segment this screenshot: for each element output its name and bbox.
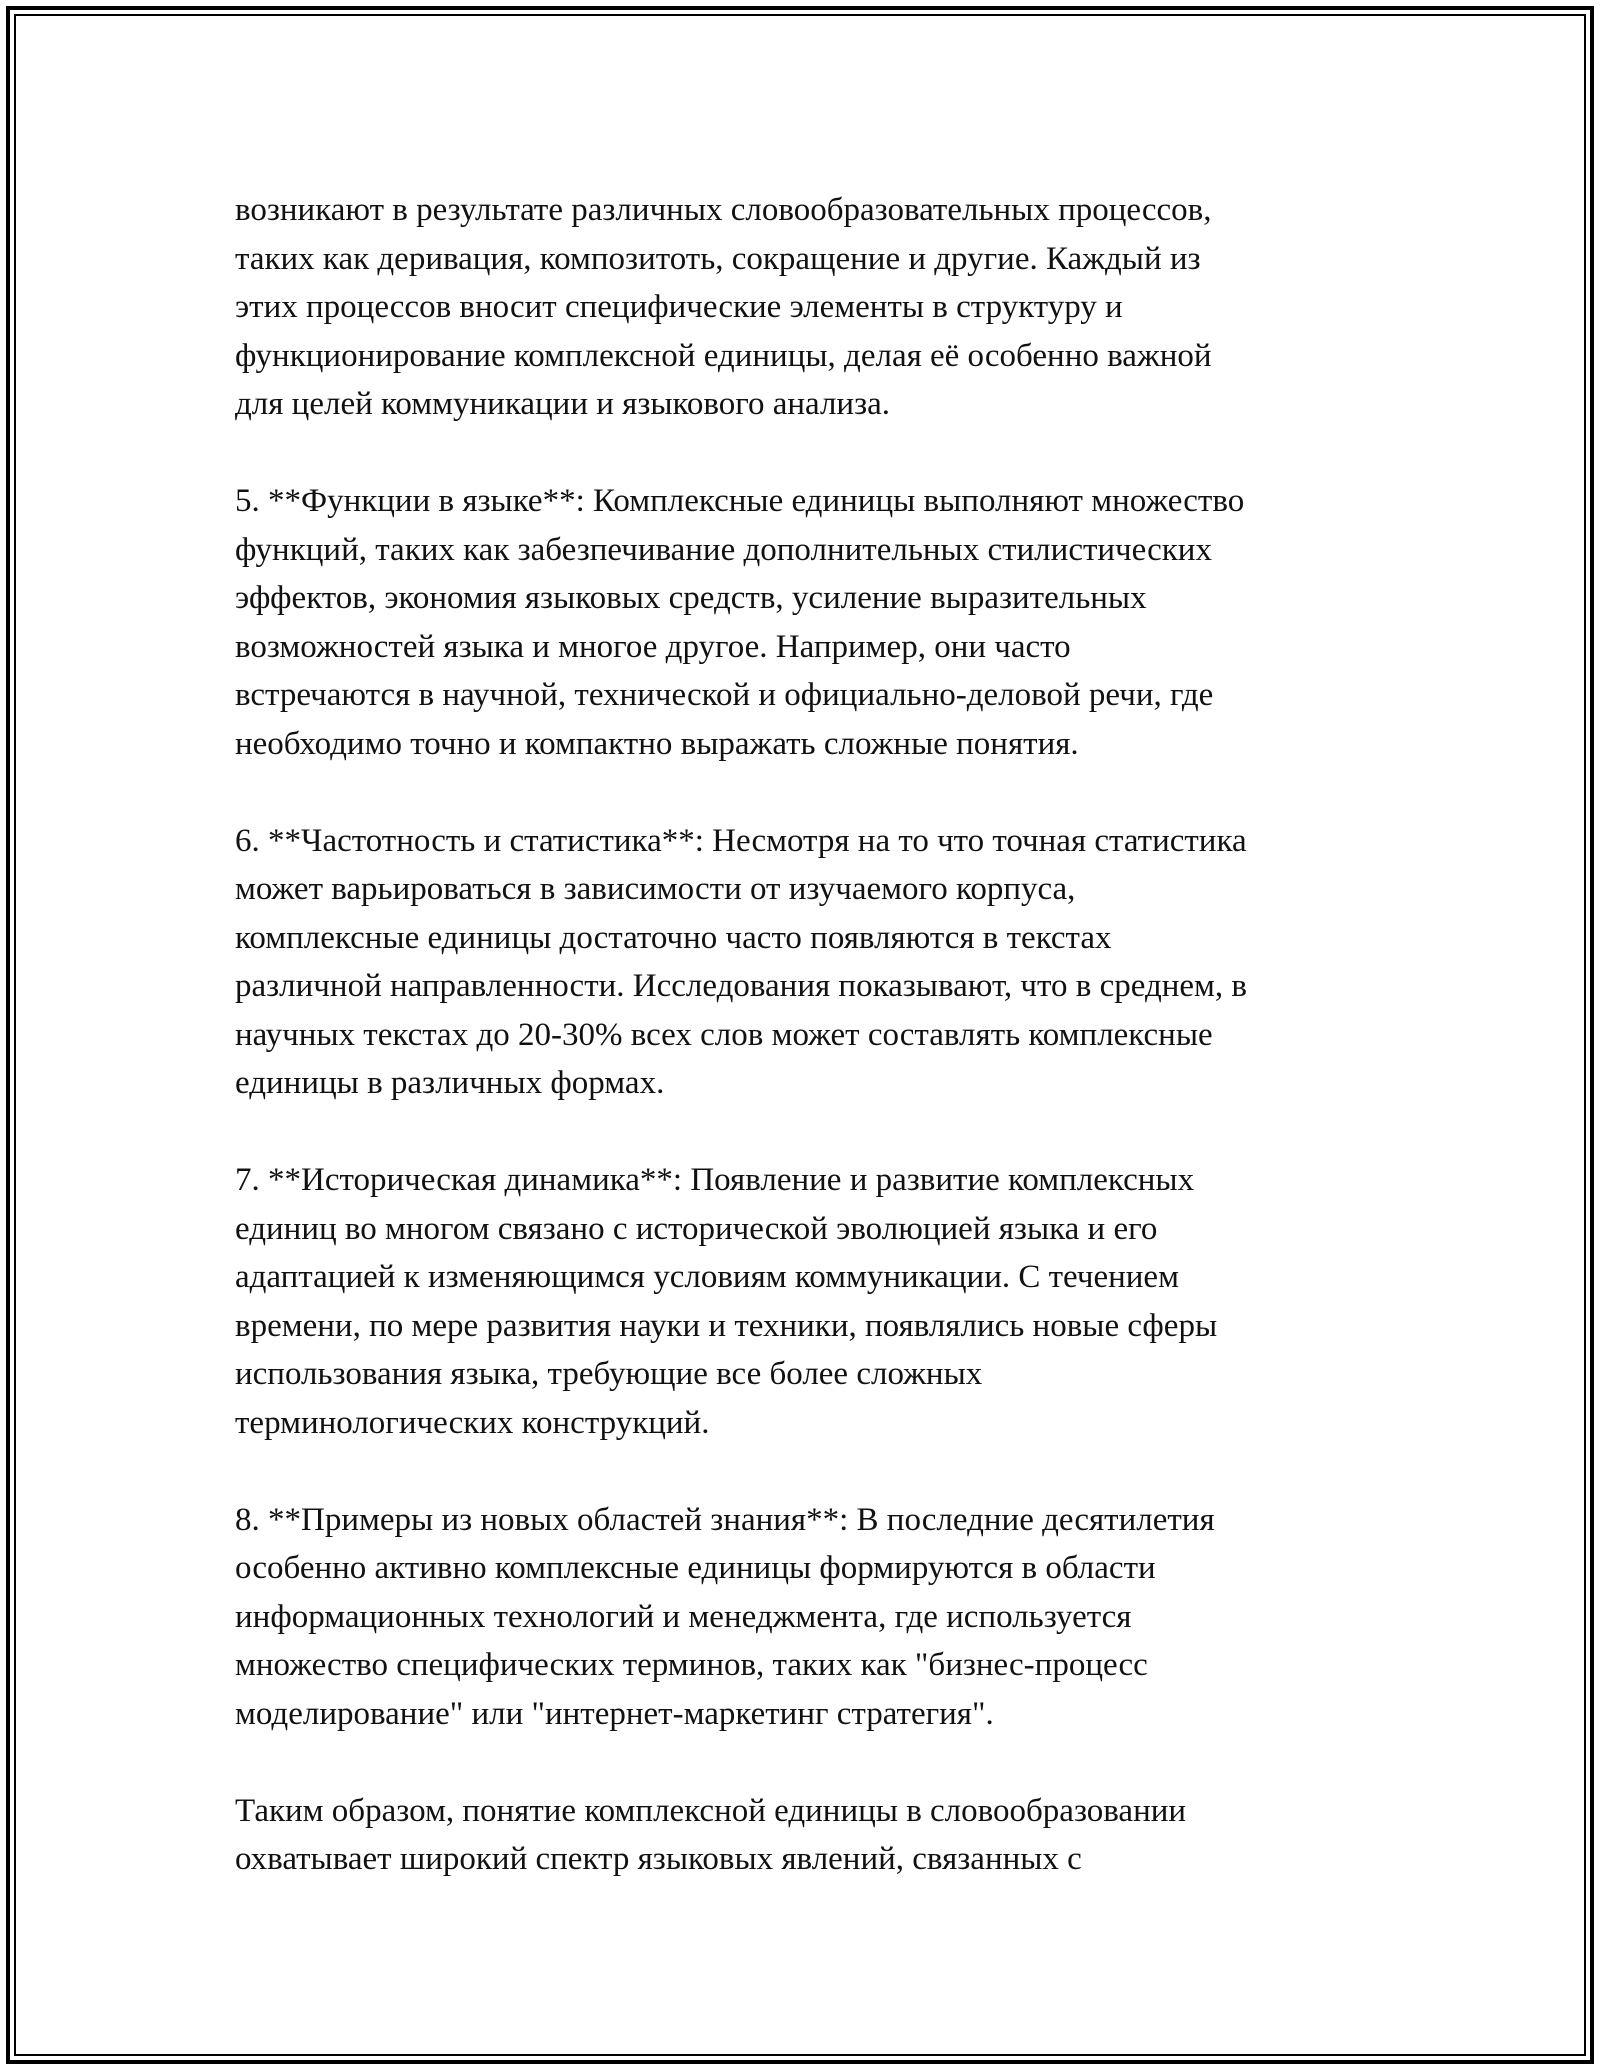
text-line: терминологических конструкций.: [235, 1404, 710, 1441]
text-line: может варьироваться в зависимости от изучаемого корпуса,: [235, 871, 1076, 907]
text-line: адаптацией к изменяющимся условиям коммуникации. С течением: [235, 1259, 1179, 1295]
paragraph-conclusion: [235, 1787, 1395, 1884]
document-body: [235, 186, 1395, 1932]
text-line: информационных технологий и менеджмента, где используется: [235, 1598, 1132, 1635]
text-line: таких как деривация, композитоть, сокращение и другие. Каждый из: [235, 240, 1201, 277]
text-line: множество специфических терминов, таких как "бизнес-процесс: [235, 1647, 1148, 1683]
text-line: различной направленности. Исследования показывают, что в среднем, в: [235, 968, 1248, 1004]
text-line: эффектов, экономия языковых средств, усиление выразительных: [235, 580, 1147, 616]
paragraph-item-6: [235, 817, 1395, 1108]
paragraph-item-7: [235, 1156, 1395, 1447]
text-line: функций, таких как забезпечивание дополнительных стилистических: [235, 531, 1212, 568]
text-line: для целей коммуникации и языкового анализа.: [235, 386, 891, 422]
text-line: возможностей языка и многое другое. Например, они часто: [235, 628, 1071, 665]
text-line: возникают в результате различных словообразовательных процессов,: [235, 192, 1212, 228]
text-line: использования языка, требующие все более сложных: [235, 1356, 983, 1392]
text-line: этих процессов вносит специфические элементы в структуру и: [235, 289, 1123, 325]
paragraph-item-5: [235, 477, 1395, 768]
text-line: особенно активно комплексные единицы формируются в области: [235, 1550, 1156, 1586]
text-line: 7. **Историческая динамика**: Появление и развитие комплексных: [235, 1162, 1195, 1198]
text-line: комплексные единицы достаточно часто появляются в текстах: [235, 919, 1112, 956]
text-line: научных текстах до 20-30% всех слов может составлять комплексные: [235, 1016, 1213, 1053]
text-line: встречаются в научной, технической и официально-деловой речи, где: [235, 677, 1214, 713]
text-line: 8. **Примеры из новых областей знания**: В последние десятилетия: [235, 1501, 1215, 1538]
text-line: Таким образом, понятие комплексной единицы в словообразовании: [235, 1792, 1187, 1829]
paragraph-item-8: [235, 1496, 1395, 1739]
text-line: моделирование" или "интернет-маркетинг стратегия".: [235, 1695, 994, 1732]
text-line: 6. **Частотность и статистика**: Несмотря на то что точная статистика: [235, 822, 1247, 859]
text-line: единиц во многом связано с исторической эволюцией языка и его: [235, 1210, 1158, 1247]
text-line: единицы в различных формах.: [235, 1065, 665, 1101]
text-line: времени, по мере развития науки и техники, появлялись новые сферы: [235, 1307, 1218, 1344]
text-line: охватывает широкий спектр языковых явлений, связанных с: [235, 1841, 1082, 1877]
paragraph-intro-continuation: [235, 186, 1395, 429]
text-line: 5. **Функции в языке**: Комплексные единицы выполняют множество: [235, 483, 1245, 519]
text-line: необходимо точно и компактно выражать сложные понятия.: [235, 725, 1079, 762]
text-line: функционирование комплексной единицы, делая её особенно важной: [235, 337, 1212, 374]
